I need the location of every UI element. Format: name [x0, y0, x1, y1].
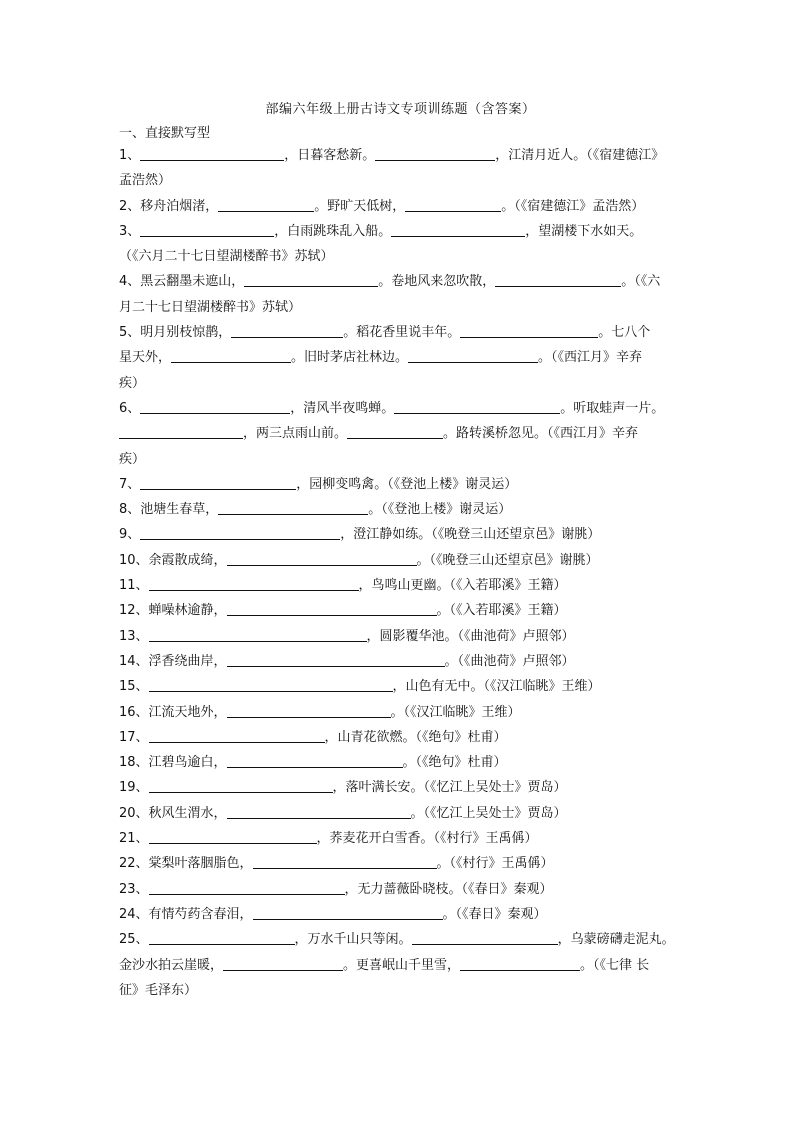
question-text: 。（《晚登三山还望京邑》谢朓）: [416, 552, 599, 568]
question-text: 星天外，: [119, 350, 172, 366]
question-text: 8、池塘生春草，: [119, 502, 219, 518]
answer-blank[interactable]: [149, 627, 367, 642]
question-text: 。（《六: [621, 274, 661, 290]
question-text: 21、: [119, 831, 149, 847]
question-text: 。野旷天低树，: [314, 198, 406, 214]
answer-blank[interactable]: [140, 222, 274, 237]
question-text: 18、江碧鸟逾白，: [119, 755, 227, 771]
answer-blank[interactable]: [391, 222, 525, 237]
question-text: ，两三点雨山前。: [243, 426, 348, 442]
question-text: 金沙水拍云崖暖，: [119, 957, 224, 973]
answer-blank[interactable]: [495, 272, 621, 287]
question-line: [119, 497, 682, 522]
question-line: [119, 978, 682, 1003]
answer-blank[interactable]: [227, 551, 417, 566]
question-line: [119, 624, 682, 649]
answer-blank[interactable]: [149, 880, 345, 895]
question-text: 23、: [119, 881, 149, 897]
question-text: 19、: [119, 780, 149, 796]
question-text: 4、黑云翻墨未遮山，: [119, 274, 245, 290]
question-line: [119, 548, 682, 573]
question-text: 。更喜岷山千里雪，: [343, 957, 461, 973]
question-text: 2、移舟泊烟渚，: [119, 198, 219, 214]
question-text: 9、: [119, 527, 141, 543]
question-text: 1、: [119, 148, 141, 163]
question-line: [119, 320, 682, 345]
question-text: ，乌蒙磅礴走泥丸。: [557, 932, 675, 948]
answer-blank[interactable]: [253, 905, 443, 920]
question-text: ，澄江静如练。（《晚登三山还望京邑》谢朓）: [340, 527, 601, 543]
question-text: 13、: [119, 628, 149, 644]
question-text: 疾）: [119, 375, 146, 391]
section-heading: 一、直接默写型: [119, 126, 211, 141]
answer-blank[interactable]: [140, 475, 296, 490]
question-text: ，万水千山只等闲。: [294, 932, 412, 948]
question-text: ，园柳变鸣禽。（《登池上楼》谢灵运）: [296, 476, 518, 492]
question-text: 11、: [119, 578, 149, 594]
question-line: [119, 775, 682, 800]
answer-blank[interactable]: [227, 652, 445, 667]
answer-blank[interactable]: [149, 728, 325, 743]
answer-blank[interactable]: [218, 500, 368, 515]
question-text: 。听取蛙声一片。: [560, 400, 665, 416]
answer-blank[interactable]: [227, 804, 411, 819]
question-line: [119, 168, 682, 193]
question-text: 。（《绝句》杜甫）: [402, 755, 507, 771]
question-text: ，鸟鸣山更幽。（《入若耶溪》王籍）: [358, 578, 567, 594]
answer-blank[interactable]: [405, 197, 501, 212]
question-line: [119, 143, 682, 168]
answer-blank[interactable]: [408, 348, 538, 363]
question-text: 。（《春日》秦观）: [442, 906, 547, 922]
question-text: 疾）: [119, 451, 146, 467]
answer-blank[interactable]: [149, 677, 393, 692]
question-line: [119, 953, 682, 978]
answer-blank[interactable]: [223, 956, 343, 971]
question-text: ，江清月近人。（《宿建德江》: [495, 148, 665, 163]
answer-blank[interactable]: [140, 399, 290, 414]
question-text: 。（《曲池荷》卢照邻）: [444, 653, 575, 669]
question-text: ，清风半夜鸣蝉。: [290, 400, 395, 416]
answer-blank[interactable]: [244, 272, 378, 287]
question-line: [119, 345, 682, 370]
question-text: 25、: [119, 932, 149, 948]
question-line: [119, 927, 682, 952]
question-text: 。（《七律 长: [580, 957, 650, 973]
question-text: 6、: [119, 400, 141, 416]
question-line: [119, 725, 682, 750]
question-text: 。（《宿建德江》孟浩然）: [501, 198, 645, 214]
question-line: [119, 447, 682, 472]
question-text: ，山色有无中。（《汉江临眺》王维）: [392, 679, 601, 695]
question-line: [119, 826, 682, 851]
question-text: ，望湖楼下水如天。: [525, 223, 643, 239]
question-text: ，落叶满长安。（《忆江上吴处士》贾岛）: [332, 780, 567, 796]
answer-blank[interactable]: [375, 146, 495, 161]
answer-blank[interactable]: [412, 930, 558, 945]
answer-blank[interactable]: [460, 323, 598, 338]
answer-blank[interactable]: [171, 348, 291, 363]
question-text: 。（《村行》王禹偁）: [436, 856, 554, 872]
answer-blank[interactable]: [231, 323, 343, 338]
answer-blank[interactable]: [460, 956, 580, 971]
answer-blank[interactable]: [140, 525, 340, 540]
question-line: [119, 295, 682, 320]
question-text: 22、棠梨叶落胭脂色，: [119, 856, 253, 872]
question-text: 7、: [119, 476, 141, 492]
question-line: [119, 700, 682, 725]
question-text: （《六月二十七日望湖楼醉书》苏轼）: [119, 249, 334, 265]
question-line: [119, 522, 682, 547]
question-text: 。卷地风来忽吹散，: [378, 274, 496, 290]
answer-blank[interactable]: [227, 703, 391, 718]
question-text: ，山青花欲燃。（《绝句》杜甫）: [324, 729, 507, 745]
question-line: [119, 269, 682, 294]
question-text: 。七八个: [598, 325, 651, 341]
question-text: 。稻花香里说丰年。: [343, 325, 461, 341]
answer-blank[interactable]: [140, 146, 284, 161]
question-text: ，无力蔷薇卧晓枝。（《春日》秦观）: [344, 881, 553, 897]
question-text: 3、: [119, 223, 141, 239]
answer-blank[interactable]: [394, 399, 560, 414]
answer-blank[interactable]: [218, 197, 314, 212]
question-line: [119, 244, 682, 269]
question-text: 17、: [119, 729, 149, 745]
answer-blank[interactable]: [253, 854, 437, 869]
question-text: 16、江流天地外，: [119, 704, 227, 720]
question-text: 20、秋风生渭水，: [119, 805, 227, 821]
answer-blank[interactable]: [149, 576, 359, 591]
answer-blank[interactable]: [227, 753, 403, 768]
answer-blank[interactable]: [149, 829, 317, 844]
question-text: 10、余霞散成绮，: [119, 552, 227, 568]
question-line: [119, 851, 682, 876]
question-text: 。旧时茅店社林边。: [291, 350, 409, 366]
question-line: [119, 750, 682, 775]
question-line: [119, 902, 682, 927]
question-list: [119, 143, 682, 1003]
question-text: 24、有情芍药含春泪，: [119, 906, 253, 922]
question-text: ，圆影覆华池。（《曲池荷》卢照邻）: [366, 628, 575, 644]
question-text: ，日暮客愁新。: [284, 148, 376, 163]
question-line: [119, 598, 682, 623]
question-text: 。（《忆江上吴处士》贾岛）: [410, 805, 567, 821]
question-text: 征》毛泽东）: [119, 982, 198, 998]
question-line: [119, 801, 682, 826]
question-text: 。（《汉江临眺》王维）: [390, 704, 521, 720]
question-line: [119, 194, 682, 219]
question-text: 。（《入若耶溪》王籍）: [436, 603, 567, 619]
answer-blank[interactable]: [119, 424, 243, 439]
question-line: [119, 649, 682, 674]
question-text: 孟浩然）: [119, 173, 172, 189]
worksheet-page: [119, 98, 682, 1003]
question-text: ，白雨跳珠乱入船。: [274, 223, 392, 239]
question-text: ，荞麦花开白雪香。（《村行》王禹偁）: [316, 831, 538, 847]
page-title: 部编六年级上册古诗文专项训练题（含答案）: [265, 102, 536, 117]
question-text: 。（《登池上楼》谢灵运）: [368, 502, 512, 518]
question-line: [119, 219, 682, 244]
answer-blank[interactable]: [149, 930, 295, 945]
question-text: 月二十七日望湖楼醉书》苏轼）: [119, 299, 302, 315]
question-line: [119, 573, 682, 598]
question-text: 14、浮香绕曲岸，: [119, 653, 227, 669]
question-text: 12、蝉噪林逾静，: [119, 603, 227, 619]
question-text: 5、明月别枝惊鹊，: [119, 325, 232, 341]
question-text: 。路转溪桥忽见。（《西江月》辛弃: [443, 426, 639, 442]
question-text: 。（《西江月》辛弃: [538, 350, 643, 366]
question-text: 15、: [119, 679, 149, 695]
question-line: [119, 371, 682, 396]
question-line: [119, 421, 682, 446]
question-line: [119, 472, 682, 497]
question-line: [119, 877, 682, 902]
answer-blank[interactable]: [227, 601, 437, 616]
answer-blank[interactable]: [149, 778, 333, 793]
question-line: [119, 396, 682, 421]
question-line: [119, 674, 682, 699]
answer-blank[interactable]: [347, 424, 443, 439]
